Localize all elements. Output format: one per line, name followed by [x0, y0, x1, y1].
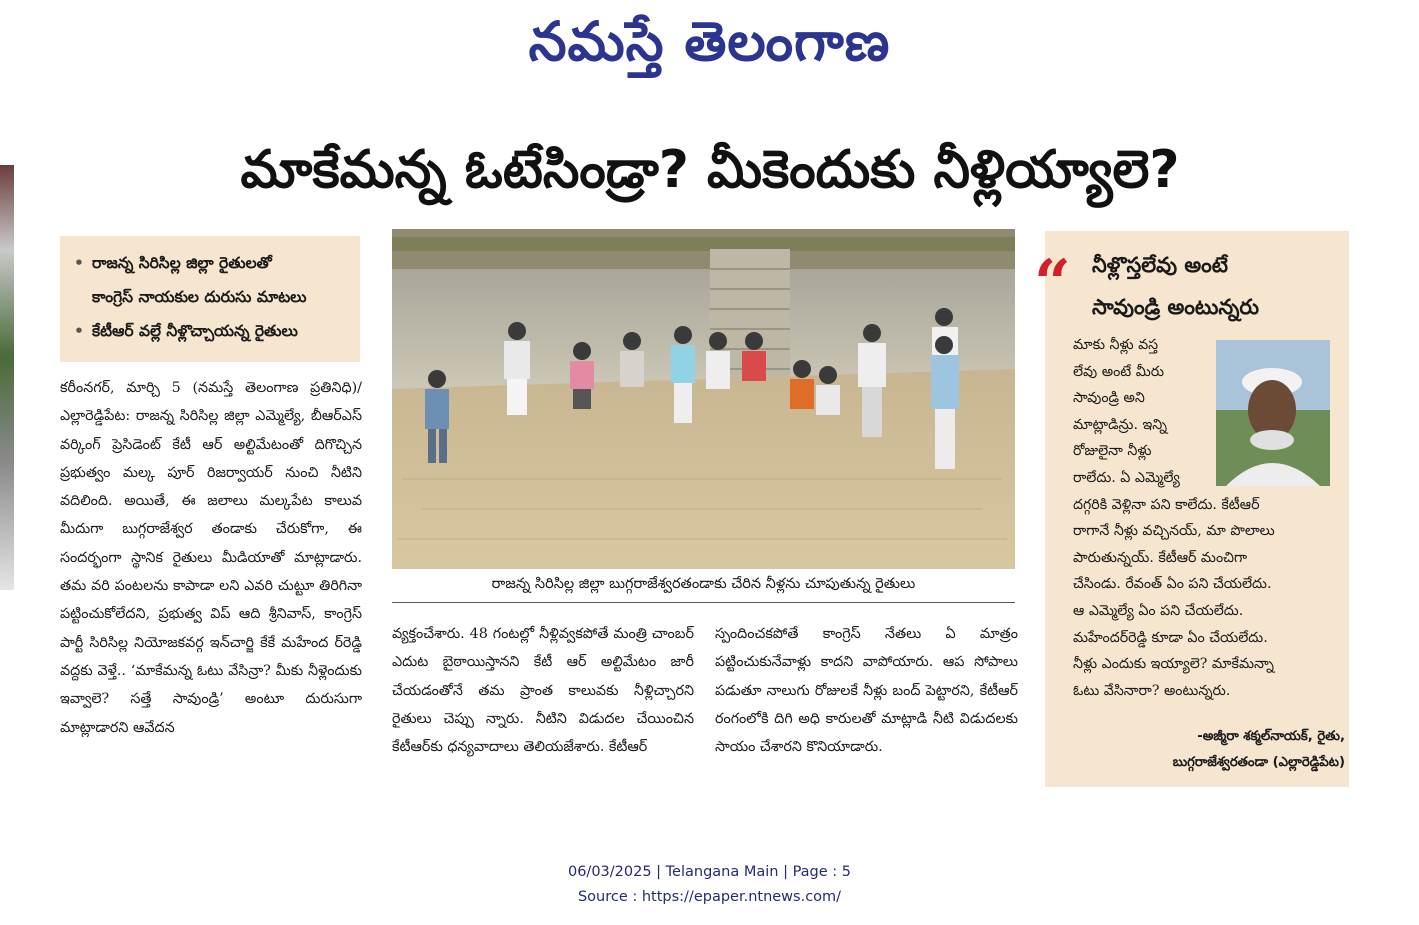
sidebar-line: దగ్గరికి వెళ్లినా పని కాలేదు. కేటీఆర్	[1073, 496, 1260, 513]
headline: మాకేమన్న ఓటేసిండ్రా? మీకెందుకు నీళ్లియ్యాలె?	[240, 140, 1180, 200]
sidebar-line: మాకు నీళ్లు వస్త	[1073, 337, 1159, 353]
sidebar-quote-text	[1073, 332, 1335, 704]
highlights-box	[60, 236, 360, 362]
sidebar-line: లేవు అంటే మీరు	[1073, 363, 1165, 380]
footer-date-line: 06/03/2025 | Telangana Main | Page : 5	[567, 864, 852, 880]
article-column-1: కరీంనగర్, మార్చి 5 (నమస్తే తెలంగాణ ప్రతినిధి)/ఎల్లారెడ్డిపేట: రాజన్న సిరిసిల్ల జిల్లా ఎమ్మెల్యే, బీఆర్ఎస్ వర్కింగ్ ప్రెసిడెంట్ కేటీ ఆర్ అల్టిమేటంతో దిగొచ్చిన ప్రభుత్వం మల్క పూర్ రిజర్వాయర్ నుంచి నీటిని వదిలింది. అయితే, ఈ జలాలు మల్కపేట కాలువ మీదుగా బుగ్గరాజేశ్వర తండాకు చేరుకోగా, ఈ సందర్భంగా స్థానిక రైతులు మీడియాతో మాట్లాడారు. తమ వరి పంటలను కాపాడా లని ఎవరి చుట్టూ తిరిగినా పట్టించుకోలేదని, ప్రభుత్వ విప్ ఆది శ్రీనివాస్, కాంగ్రెస్ పార్టీ సిరిసిల్ల నియోజకవర్గ ఇన్‌చార్జి కేకే మహేంద ర్‌రెడ్డి వద్దకు వెళ్తే.. ‘మాకేమన్న ఓటు వేసిన్రా? మీకు నీళ్లెందుకు ఇవ్వాలె? సత్తే సావుండ్రి’ అంటూ దురుసుగా మాట్లాడారని ఆవేదన	[60, 380, 362, 736]
masthead-title: నమస్తే తెలంగాణ	[528, 9, 891, 73]
highlight-item	[72, 246, 348, 280]
attribution-line: -అజ్మీరా శక్మల్‌నాయక్, రైతు,	[1197, 729, 1345, 744]
quote-icon: “	[1034, 246, 1071, 321]
highlight-text: కేటీఆర్ వల్లే నీళ్లొచ్చాయన్న రైతులు	[92, 322, 298, 340]
sidebar-line: నీళ్లు ఎందుకు ఇయ్యాలె? మాకేమన్నా	[1073, 656, 1274, 673]
sidebar-line: రాగానే నీళ్లు వచ్చినయ్, మా పొలాలు	[1073, 523, 1275, 540]
highlight-text: రాజన్న సిరిసిల్ల జిల్లా రైతులతో	[92, 254, 272, 272]
adjacent-photo-strip	[0, 165, 14, 590]
sidebar-line: మహేందర్‌రెడ్డి కూడా ఏం చేయలేదు.	[1073, 629, 1268, 646]
sidebar-line: రోజులైనా నీళ్లు	[1073, 443, 1152, 460]
highlight-text-continued: కాంగ్రెస్ నాయకుల దురుసు మాటలు	[92, 288, 307, 306]
quote-attribution	[1055, 724, 1345, 776]
bullet-icon: •	[74, 254, 84, 272]
sidebar-line: సావుండ్రి అని	[1073, 390, 1145, 407]
sidebar-line: పారుతున్నయ్. కేటీఆర్ మంచిగా	[1073, 549, 1248, 566]
footer-source-link[interactable]: Source : https://epaper.ntnews.com/	[577, 889, 842, 905]
sidebar-title-line: నీళ్లొస్తలేవు అంటే	[1092, 253, 1229, 277]
photo-caption: రాజన్న సిరిసిల్ల జిల్లా బుగ్గరాజేశ్వరతండాకు చేరిన నీళ్లను చూపుతున్న రైతులు	[392, 576, 1015, 603]
sidebar-line: మాట్లాడిన్రు. ఇన్ని	[1073, 416, 1168, 433]
attribution-line: బుగ్గరాజేశ్వరతండా (ఎల్లారెడ్డిపేట)	[1172, 755, 1345, 770]
sidebar-line: ఓటు వేసినారా? అంటున్నరు.	[1073, 682, 1231, 699]
sidebar-line: ఆ ఎమ్మెల్యే ఏం పని చేయలేదు.	[1073, 602, 1244, 619]
farmers-in-canal-photo	[392, 229, 1015, 569]
photo-illustration	[392, 229, 1015, 569]
article-column-3: స్పందించకపోతే కాంగ్రెస్ నేతలు ఏ మాత్రం పట్టించుకునేవాళ్లు కాదని వాపోయారు. ఆప సోపాలు పడుతూ నాలుగు రోజులకే నీళ్లు బంద్ పెట్టారని, కేటీఆర్ రంగంలోకి దిగి అధి కారులతో మాట్లాడి నీటి విడుదలకు సాయం చేశారని కొనియాడారు.	[715, 626, 1018, 756]
page-footer	[0, 860, 1419, 910]
sidebar-line: రాలేదు. ఏ ఎమ్మెల్యే	[1073, 469, 1180, 486]
sidebar-title-line: సావుండ్రి అంటున్నరు	[1092, 295, 1260, 319]
bullet-icon: •	[74, 322, 84, 340]
sidebar-title	[1092, 244, 1344, 328]
sidebar-line: చేసిండు. రేవంత్ ఏం పని చేయలేదు.	[1073, 576, 1272, 593]
highlight-item	[72, 314, 348, 348]
article-column-2: వ్యక్తంచేశారు. 48 గంటల్లో నీళ్లివ్వకపోతే మంత్రి చాంబర్ ఎదుట బైఠాయిస్తానని కేటీ ఆర్ అల్టిమేటం జారీ చేయడంతోనే తమ ప్రాంత కాలువకు నీళ్లిచ్చారని రైతులు చెప్పు న్నారు. నీటిని విడుదల చేయించిన కేటీఆర్‌కు ధన్యవాదాలు తెలియజేశారు. కేటీఆర్	[392, 626, 694, 756]
